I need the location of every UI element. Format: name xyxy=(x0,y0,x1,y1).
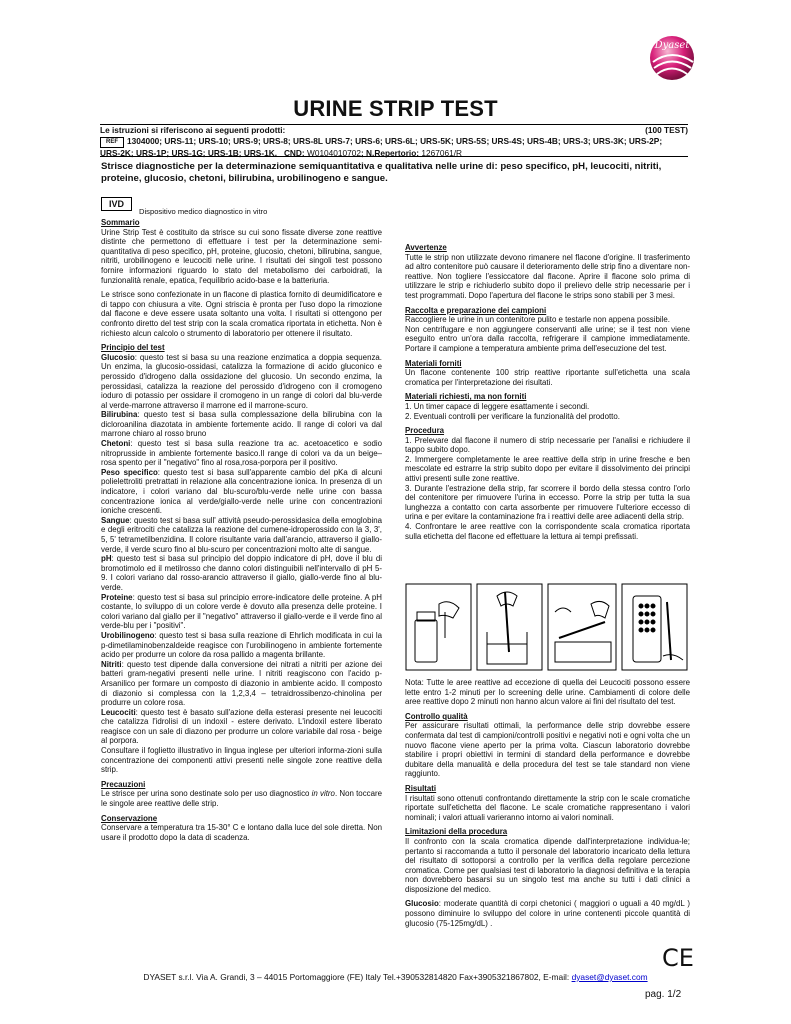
ph-term: pH xyxy=(101,554,112,564)
precauzioni-text-a: Le strisce per urina sono destinate solo per uso diagnostico xyxy=(101,789,312,799)
document-title: URINE STRIP TEST xyxy=(293,96,498,121)
document-subtitle: Strisce diagnostiche per la determinazione semiquantitativa e qualitativa nelle urine di: peso specifico, pH, leucociti, nitriti, proteine, glucosio, chetoni, bilirubina, urobilinogeno e sangue. xyxy=(101,161,662,184)
chetoni-term: Chetoni xyxy=(101,439,131,449)
illus-panel-1 xyxy=(406,584,471,670)
principio-sangue xyxy=(101,516,382,554)
chetoni-text: : questo test si basa sulla reazione tra ac. acetoacetico e sodio nitroprusside in ambiente fortemente basico.Il range di colori va da un beige–rosa spento per il "negativo" fino al rosa,rosa-porpora per il positivo. xyxy=(101,439,382,468)
cnd-label: CND: xyxy=(283,148,305,158)
raccolta-text-1: Raccogliere le urine in un contenitore pulito e testarle non appena possibile. xyxy=(405,315,670,325)
urobilinogeno-term: Urobilinogeno xyxy=(101,630,155,640)
heading-conservazione: Conservazione xyxy=(101,813,158,823)
heading-controllo: Controllo qualità xyxy=(405,711,468,721)
ph-text: : questo test si basa sul principio del doppio indicatore di pH, dove il blu di bromotimolo ed il metilrosso che danno colori distinguibili nell'intervallo di pH 5-9. I colori variano dal rosso-arancio attraverso il giallo, giallo-verde fino al blu-verde. xyxy=(101,554,382,592)
sangue-text: : questo test si basa sull' attività pseudo-perossidasica della emoglobina e degli eritrociti che catalizza la reazione del cumene-idroperossido con la 3, 3', 5, 5' tetrametilbenzidina. Il colore risultante varia dall'arancio, attraverso il giallo-verde, il verde scuro fino al blu-scuro per concentrazioni molto alte di sangue. xyxy=(101,515,382,554)
heading-procedura: Procedura xyxy=(405,426,445,436)
footer xyxy=(0,972,791,982)
leucociti-term: Leucociti xyxy=(101,707,136,717)
bilirubina-text: : questo test si basa sulla complessazione della bilirubina con la dicloroanilina diazotata in ambiente fortemente acido. Il range di colori va dal marrone chiaro al rosso bruno xyxy=(101,410,382,439)
sommario-paragraph-1: Urine Strip Test è costituito da strisce su cui sono fissate diverse zone reattive distinte che permettono di effettuare i test per la determinazione semi-quantitativa di peso specifico, pH, proteine, glucosio, chetoni, bilirubina, sangue, nitriti, urobilinogeno e leucociti nelle urine. I risultati dei singoli test possono fornire informazioni riguardo lo stato del metabolismo dei carboidrati, la funzionalità renale, epatica, l'equilibrio acido-base e la batteriuria. xyxy=(101,227,382,285)
principio-peso xyxy=(101,468,382,516)
products-list-2: URS-2K; URS-1P; URS-1G; URS-1B; URS-1K. xyxy=(100,148,278,158)
glucosio-text: : questo test si basa su una reazione enzimatica a doppia sequenza. Un enzima, la glucosio-ossidasi, catalizza la formazione di acido gluconico e perossido d'idrogeno dalla ossidazione del glucosio. Un secondo enzima, la perossidasi, catalizza la reazione del perossido d'idrogeno con il cromogeno ioduro di potassio per ossidare il cromogeno in un range di colori dal blu-verde al verde-marrone attraverso il marrone ed il marrone-scuro. xyxy=(101,352,382,410)
consultare-text: Consultare il foglietto illustrativo in lingua inglese per ulteriori informa-zioni sulla concentrazione dei componenti attivi presenti nelle singole zone reattive della strip. xyxy=(101,746,382,775)
principio-chetoni xyxy=(101,439,382,468)
sangue-term: Sangue xyxy=(101,515,130,525)
cnd-value: W0104010702 xyxy=(307,148,361,158)
limitazioni-glucosio-term: Glucosio xyxy=(405,899,439,909)
procedura-4: 4. Confrontare le aree reattive con la corrispondente scala cromatica riportata sulla etichetta del flacone ed effettuare la lettura ai tempi prefissati. xyxy=(405,522,690,541)
products-list-1: 1304000; URS-11; URS-10; URS-9; URS-8; URS-8L URS-7; URS-6; URS-6L; URS-5K; URS-5S; URS-4S; URS-4B; URS-3; URS-3K; URS-2P; xyxy=(127,136,663,146)
ce-mark: CE xyxy=(662,944,694,972)
ivd-symbol: IVD xyxy=(101,197,132,211)
illus-panel-3 xyxy=(548,584,616,670)
products-intro: Le istruzioni si riferiscono ai seguenti prodotti: xyxy=(100,125,286,135)
limitazioni-text: Il confronto con la scala cromatica dipende dall'interpretazione individua-le; pertanto si raccomanda a tutto il personale del laboratorio incaricato della lettura del risultato di sottoporsi a controllo per la verifica della regolare percezione cromatica. Come per qualsiasi test di laboratorio la diagnosi definitiva e la terapia non dovrebbero basarsi su un singolo test ma anche su tutti i dati clinici a disposizione del medico. xyxy=(405,836,690,894)
heading-precauzioni: Precauzioni xyxy=(101,779,146,789)
precauzioni-text-b: . Non toccare le singole aree reattive delle strip. xyxy=(101,789,382,809)
procedura-2: 2. Immergere completamente le aree reattive della strip in urine fresche e ben mescolate ed estrarre la strip subito dopo per evitare il dissolvimento dei principi attivi presenti sulle zone reattive. xyxy=(405,454,690,484)
principio-bilirubina xyxy=(101,410,382,439)
ivd-text: Dispositivo medico diagnostico in vitro xyxy=(139,207,268,216)
glucosio-term: Glucosio xyxy=(101,352,135,362)
heading-principio: Principio del test xyxy=(101,343,165,353)
procedura-3: 3. Durante l'estrazione della strip, far scorrere il bordo della stessa contro l'orlo del contenitore per rimuovere l'urina in eccesso. Porre la strip per tutta la sua lunghezza a contatto con carta assorbente per rimuovere l'ulteriore eccesso di urina e per evitare la contaminazione fra i reattivi delle aree adiacenti della strip. xyxy=(405,483,690,522)
products-box xyxy=(100,124,688,157)
ref-symbol: REF xyxy=(100,137,124,148)
controllo-text: Per assicurare risultati ottimali, la performance delle strip dovrebbe essere confermata dal test di campioni/controlli positivi e negativi noti e ogni volta che un nuovo flacone viene aperto per la prima volta. Ciascun laboratorio dovrebbe stabilire i propri obiettivi in termini di standard della performance e dovrebbe dubitare della manualità e della procedura del test se tale standard non viene raggiunto. xyxy=(405,721,690,779)
illus-panel-4 xyxy=(622,584,687,670)
nitriti-text: : questo test dipende dalla conversione dei nitrati a nitriti per azione dei batteri gram-negativi presenti nelle urine. I nitriti reagiscono con l'acido p-Arsanilico per formare un composto di diazonio in ambiente acido. Il composto di diazonio si complessa con la 1,2,3,4 – tetraidrossibenzo-chinolina per produrre un colore rosa. xyxy=(101,659,382,708)
heading-raccolta: Raccolta e preparazione dei campioni xyxy=(405,305,547,315)
principio-ph xyxy=(101,554,382,592)
bilirubina-term: Bilirubina xyxy=(101,410,138,420)
nitriti-term: Nitriti xyxy=(101,659,122,669)
principio-glucosio xyxy=(101,353,382,411)
sommario-paragraph-2: Le strisce sono confezionate in un flacone di plastica fornito di deumidificatore e di tappo con chiusura a vite. Ogni striscia è pronta per l'uso dopo la rimozione dal flacone e deve essere usata soltanto una volta. I risultati si ottengono per confronto diretto del test strip con la scala cromatica riportata in etichetta. Non è richiesto alcun calcolo o strumento di laboratorio per ottenere il risultato. xyxy=(101,290,382,338)
materiali-text: Un flacone contenente 100 strip reattive riportante sull'etichetta una scala cromatica per l'interpretazione dei risultati. xyxy=(405,368,690,387)
precauzioni-italic: in vitro xyxy=(311,789,335,799)
heading-materiali: Materiali forniti xyxy=(405,358,462,368)
peso-text: : questo test si basa sull'apparente cambio del pKa di alcuni polielettroliti pretrattati in relazione alla concentrazione ionica. In presenza di un indicatore, i colori variano dal blu-scuro/blu-verde nelle urine con bassa concentrazione ionica al verde/giallo-verde nelle urine con concentrazioni ioniche crescenti. xyxy=(101,467,382,516)
right-column-bottom xyxy=(405,678,690,928)
heading-avvertenze: Avvertenze xyxy=(405,243,447,252)
leucociti-text: : questo test è basato sull'azione della esterasi presente nei leucociti che catalizza l'idrolisi di un indoxil - estere derivato. L'indoxil estere liberato reagisce con un sale di diazono per produrre un colore variabile dal rosa - beige al porpora. xyxy=(101,707,382,746)
principio-urobilinogeno xyxy=(101,631,382,660)
right-column-top xyxy=(405,243,690,541)
conservazione-text: Conservare a temperatura tra 15-30° C e lontano dalla luce del sole diretta. Non usare il prodotto dopo la data di scadenza. xyxy=(101,823,382,842)
procedura-1: 1. Prelevare dal flacone il numero di strip necessarie per l'analisi e richiudere il tappo subito dopo. xyxy=(405,435,690,455)
raccolta-text-2: Non centrifugare e non aggiungere conservanti alle urine; se il test non viene eseguito entro un'ora dalla raccolta, refrigerare il campione immediatamente. Portare il campione a temperatura ambiente prima dell'esecuzione del test. xyxy=(405,324,690,353)
proteine-text: : questo test si basa sul principio errore-indicatore delle proteine. A pH costante, lo sviluppo di un colore verde è dovuto alla presenza delle proteine. I colori variano dal giallo per il "negativo" attraverso il giallo-verde e il verde fino al verde-blu per i "positivi". xyxy=(101,592,382,631)
heading-risultati: Risultati xyxy=(405,783,437,793)
nrep-value: 1267061/R xyxy=(421,148,462,158)
peso-term: Peso specifico xyxy=(101,467,158,477)
urobilinogeno-text: : questo test si basa sulla reazione di Ehrlich modificata in cui la p-dimetilaminobenzaldeide reagisce con l'urobilinogeno in ambiente fortemente acido per produrre un colore da rosa pallido a magenta brillante. xyxy=(101,630,382,660)
heading-sommario: Sommario xyxy=(101,218,140,227)
precauzioni-text xyxy=(101,789,382,808)
risultati-text: I risultati sono ottenuti confrontando direttamente la strip con le scale cromatiche riportate sull'etichetta del flacone. Le scale cromatiche rappresentano i valori nominali; i valori attuali varieranno intorno ai valori nominali. xyxy=(405,793,690,822)
footer-email-link[interactable]: dyaset@dyaset.com xyxy=(571,972,648,982)
heading-limitazioni: Limitazioni della procedura xyxy=(405,827,508,837)
avvertenze-text: Tutte le strip non utilizzate devono rimanere nel flacone d'origine. Il trasferimento ad altro contenitore può causare il deterioramento delle strip fino a diventare non-reattive. Non togliere l'essiccatore dal flacone. Aprire il flacone solo prima di utilizzare le strip e richiuderlo subito dopo il prelievo delle strip necessarie per i test programmati. Dopo l'apertura del flacone le strips sono stabili per 3 mesi. xyxy=(405,252,690,300)
limitazioni-glucosio xyxy=(405,899,690,928)
principio-proteine xyxy=(101,593,382,631)
nrep-label: ; N.Repertorio: xyxy=(360,148,420,158)
principio-leucociti xyxy=(101,708,382,746)
nota-text: Nota: Tutte le aree reattive ad eccezione di quella dei Leucociti possono essere lette entro 1-2 minuti per lo screening delle urine. Cambiamenti di colore delle aree reattive dopo 2 minuti non hanno alcun valore ai fini del risultato del test. xyxy=(405,678,690,707)
principio-nitriti xyxy=(101,660,382,708)
richiesti-1: 1. Un timer capace di leggere esattamente i secondi. xyxy=(405,401,590,411)
limitazioni-glucosio-text: : moderate quantità di corpi chetonici ( maggiori o uguali a 40 mg/dL ) possono diminuire lo sviluppo del colore in urine contenenti piccole quantità di glucosio (75-125mg/dL) . xyxy=(405,899,690,928)
logo-text: Dyaset xyxy=(654,40,690,51)
proteine-term: Proteine xyxy=(101,592,133,602)
left-column xyxy=(101,218,382,842)
dyaset-logo xyxy=(645,18,699,88)
page-number: pag. 1/2 xyxy=(645,989,682,1000)
heading-richiesti: Materiali richiesti, ma non forniti xyxy=(405,392,527,402)
footer-address: DYASET s.r.l. Via A. Grandi, 3 – 44015 Portomaggiore (FE) Italy Tel.+390532814820 Fax+3905321867802, E-mail: xyxy=(143,972,572,982)
richiesti-2: 2. Eventuali controlli per verificare la funzionalità del prodotto. xyxy=(405,411,620,421)
products-count: (100 TEST) xyxy=(645,125,688,135)
procedure-illustration xyxy=(405,582,689,674)
